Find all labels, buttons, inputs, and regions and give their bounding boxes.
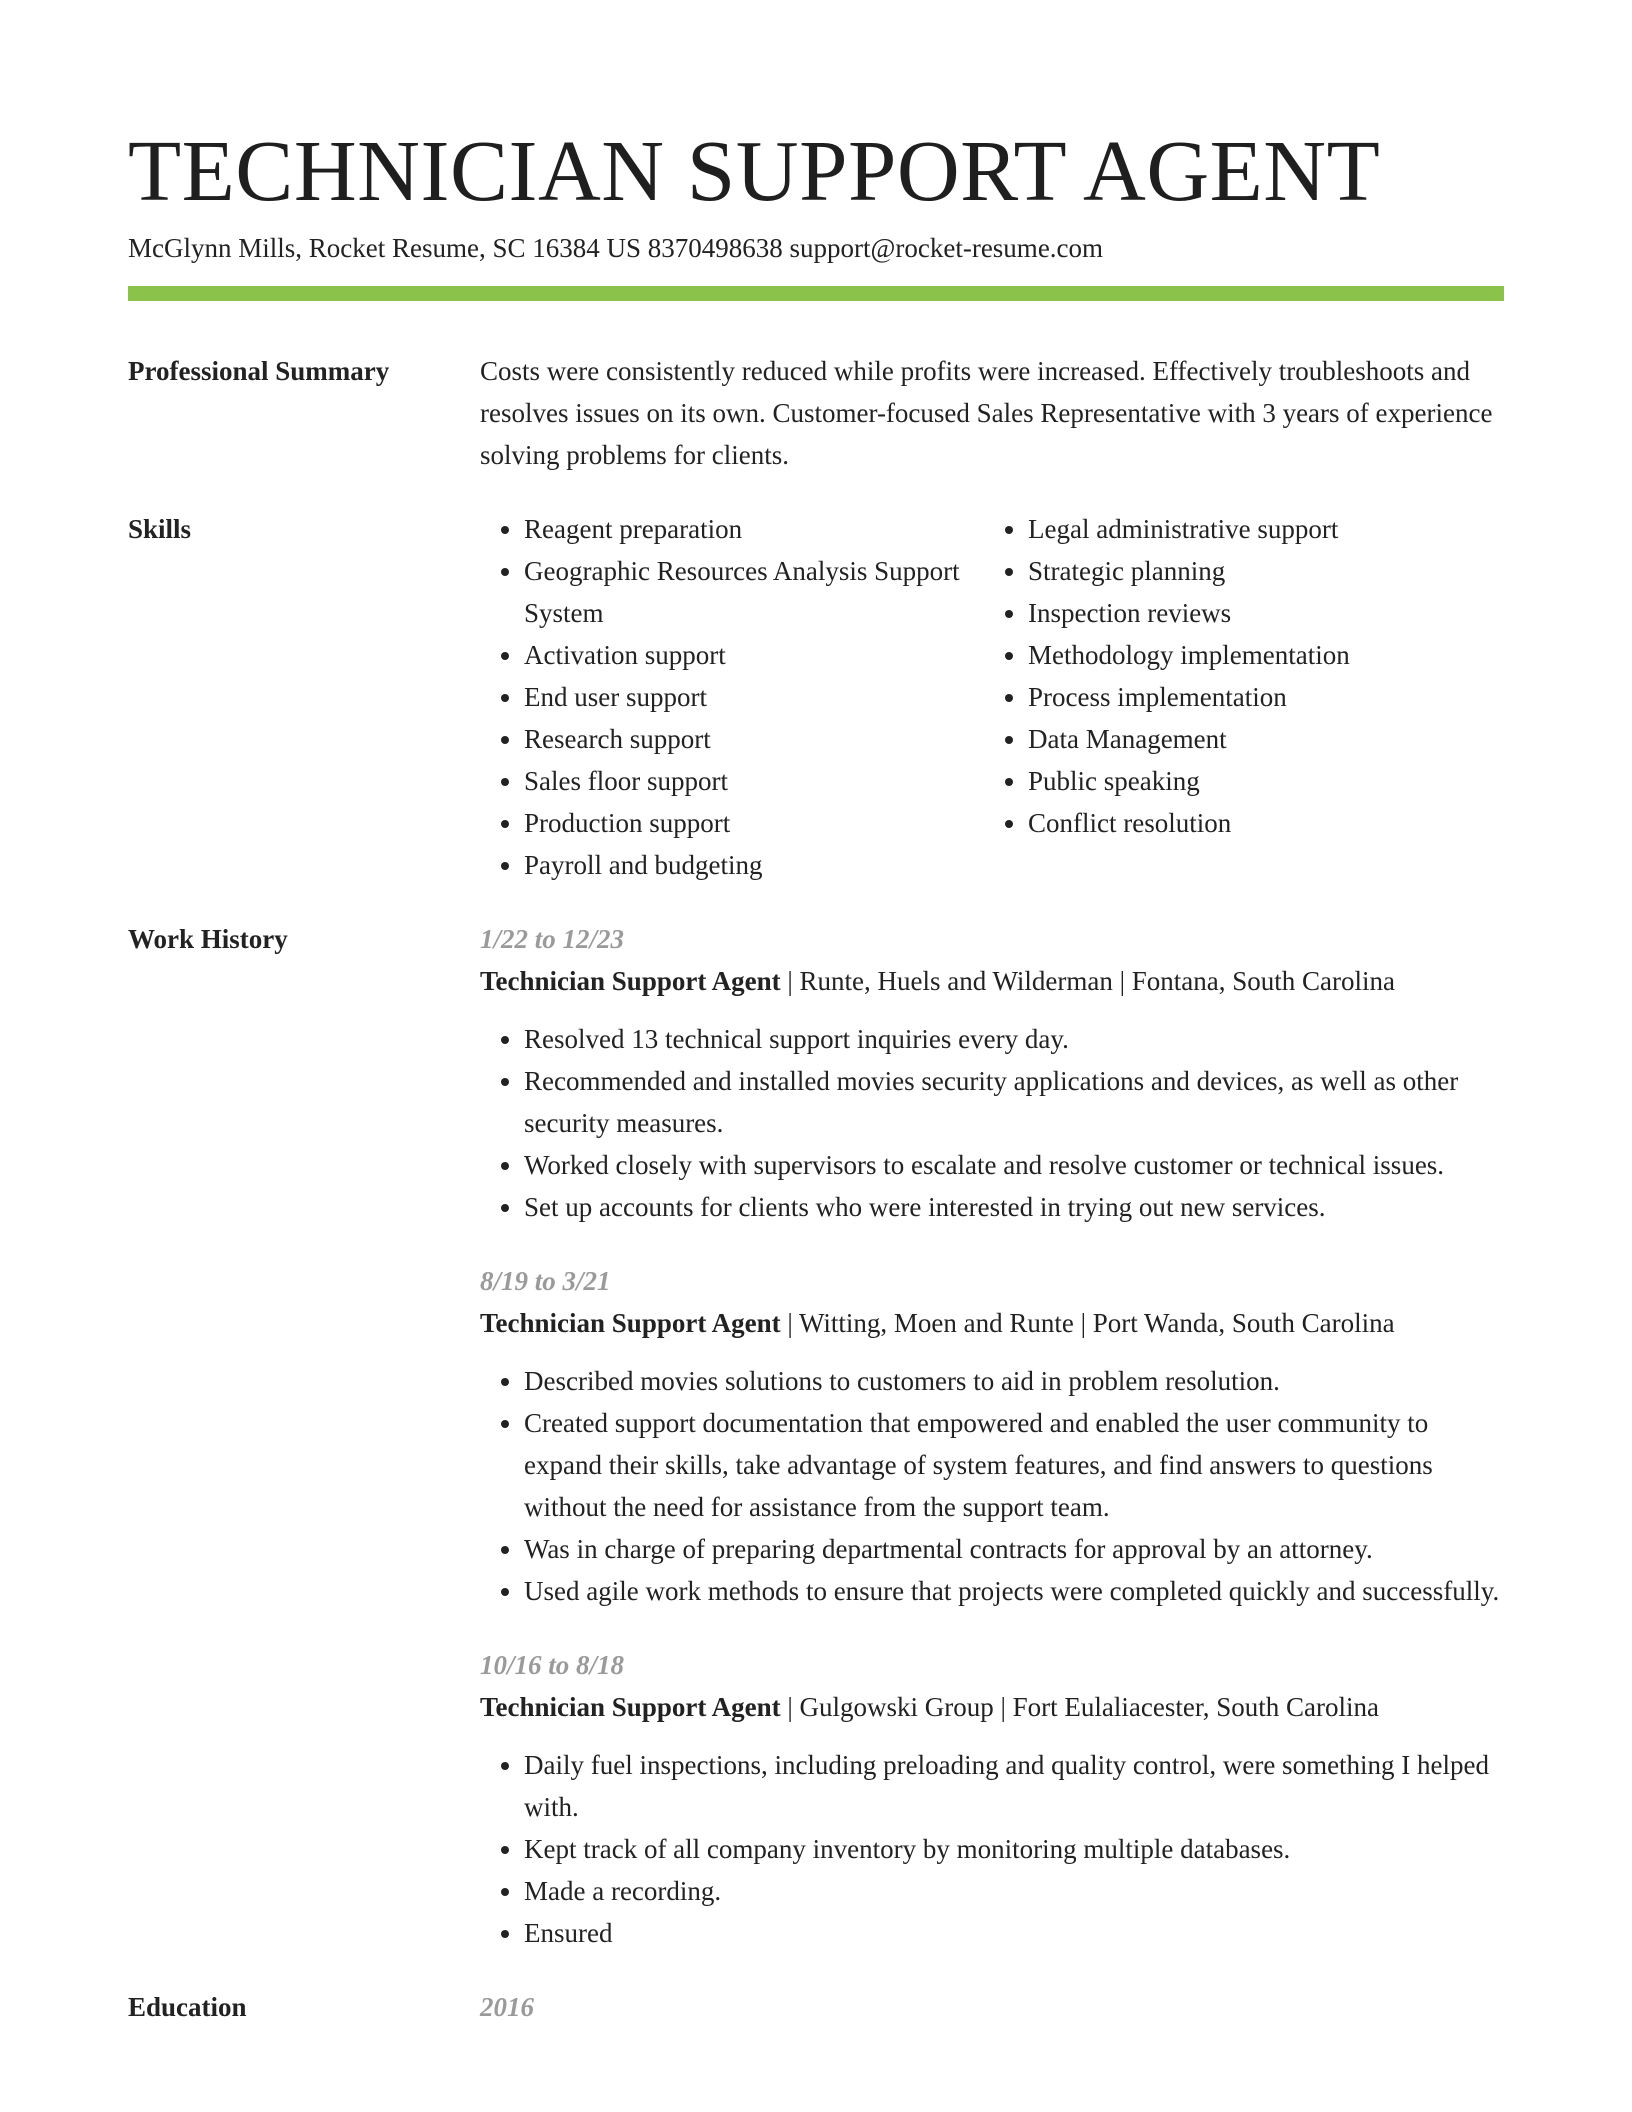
accent-divider [128,286,1504,301]
job-dates: 8/19 to 3/21 [480,1266,611,1296]
job-title: Technician Support Agent [480,966,781,996]
job-bullet: • Ensured [524,1912,1504,1954]
work-history-section [128,918,1504,1986]
skills-section [128,508,1504,886]
skill-item: • Activation support [524,634,984,676]
skill-item: • Geographic Resources Analysis Support System [524,550,984,634]
job-bullet: • Resolved 13 technical support inquiries every day. [524,1018,1504,1060]
skill-item: • End user support [524,676,984,718]
work-history-heading: Work History [128,924,288,954]
job-bullets [480,1360,1504,1612]
skill-item: • Strategic planning [1028,550,1504,592]
summary-heading: Professional Summary [128,356,390,386]
resume-name-heading: TECHNICIAN SUPPORT AGENT [128,122,1381,219]
skill-item: • Payroll and budgeting [524,844,984,886]
job-bullet: • Made a recording. [524,1870,1504,1912]
job-bullet: • Recommended and installed movies security applications and devices, as well as other security measures. [524,1060,1504,1144]
job-bullet: • Was in charge of preparing departmental contracts for approval by an attorney. [524,1528,1504,1570]
education-heading: Education [128,1992,247,2022]
contact-line: McGlynn Mills, Rocket Resume, SC 16384 US 8370498638 support@rocket-resume.com [128,233,1104,263]
summary-text: Costs were consistently reduced while profits were increased. Effectively troubleshoots and resolves issues on its own. Customer-focused Sales Representative with 3 years of experience solving problems for clients. [480,356,1493,470]
job-bullet: • Kept track of all company inventory by monitoring multiple databases. [524,1828,1504,1870]
job-header [480,960,1504,1002]
skill-item: • Process implementation [1028,676,1504,718]
job-bullet: • Described movies solutions to customers to aid in problem resolution. [524,1360,1504,1402]
job-bullet: • Used agile work methods to ensure that projects were completed quickly and successfully. [524,1570,1504,1612]
skill-item: • Public speaking [1028,760,1504,802]
work-history-body [480,918,1504,1986]
skill-item: • Data Management [1028,718,1504,760]
skill-item: • Methodology implementation [1028,634,1504,676]
job-title: Technician Support Agent [480,1692,781,1722]
job-entry [480,918,1504,1228]
skill-item: • Inspection reviews [1028,592,1504,634]
education-dates: 2016 [480,1992,534,2022]
summary-section [128,350,1504,476]
education-body [480,1986,1504,2028]
job-bullets [480,1018,1504,1228]
job-header [480,1686,1504,1728]
skills-list-right [984,508,1504,886]
job-bullet: • Set up accounts for clients who were interested in trying out new services. [524,1186,1504,1228]
job-bullet: • Daily fuel inspections, including preloading and quality control, were something I helped with. [524,1744,1504,1828]
skill-item: • Conflict resolution [1028,802,1504,844]
education-section [128,1986,1504,2028]
skill-item: • Reagent preparation [524,508,984,550]
job-details: | Gulgowski Group | Fort Eulaliacester, South Carolina [780,1692,1379,1722]
job-entry [480,1644,1504,1954]
skill-item: • Research support [524,718,984,760]
job-entry [480,1260,1504,1612]
job-title: Technician Support Agent [480,1308,781,1338]
skill-item: • Production support [524,802,984,844]
job-header [480,1302,1504,1344]
job-bullet: • Created support documentation that empowered and enabled the user community to expand their skills, take advantage of system features, and find answers to questions without the need for assistance from the support team. [524,1402,1504,1528]
skills-columns [480,508,1504,886]
job-dates: 10/16 to 8/18 [480,1650,625,1680]
resume-content [128,350,1504,2028]
skill-item: • Sales floor support [524,760,984,802]
job-bullet: • Worked closely with supervisors to escalate and resolve customer or technical issues. [524,1144,1504,1186]
job-details: | Runte, Huels and Wilderman | Fontana, South Carolina [780,966,1395,996]
job-details: | Witting, Moen and Runte | Port Wanda, South Carolina [780,1308,1395,1338]
skills-heading: Skills [128,514,192,544]
job-bullets [480,1744,1504,1954]
skill-item: • Legal administrative support [1028,508,1504,550]
job-dates: 1/22 to 12/23 [480,924,625,954]
skills-list-left [480,508,984,886]
